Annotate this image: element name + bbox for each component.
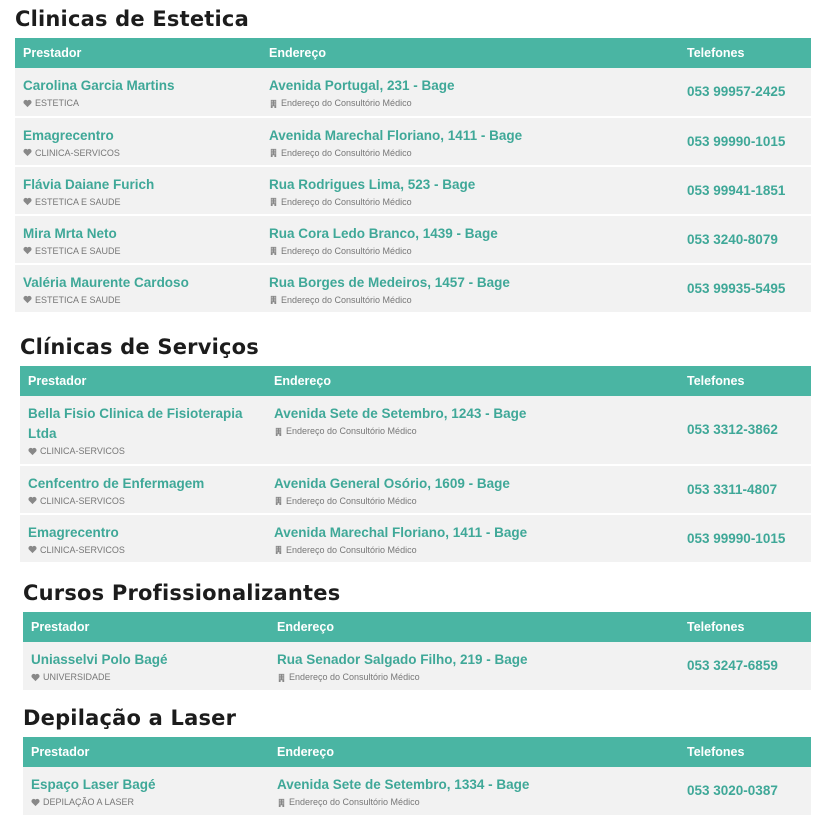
provider-table [20, 366, 811, 564]
building-icon [274, 545, 283, 554]
heart-icon [23, 197, 32, 206]
table-header [15, 38, 811, 68]
address-subtitle [277, 672, 671, 682]
address-subtitle-text: Endereço do Consultório Médico [286, 426, 417, 436]
provider-table [23, 737, 811, 817]
table-row [20, 465, 811, 514]
provider-category [31, 797, 261, 807]
provider-category [23, 246, 253, 256]
header-address: Endereço [269, 46, 326, 60]
provider-name-link[interactable]: Emagrecentro [28, 524, 119, 540]
address-subtitle [269, 295, 671, 305]
section-clinicas-estetica [15, 4, 811, 314]
category-label: ESTETICA E SAUDE [35, 294, 121, 305]
provider-name-link[interactable]: Uniasselvi Polo Bagé [31, 652, 168, 667]
address-link[interactable]: Avenida Sete de Setembro, 1243 - Bage [274, 406, 527, 421]
heart-icon [23, 148, 32, 157]
header-address: Endereço [277, 620, 334, 634]
address-subtitle-text: Endereço do Consultório Médico [281, 245, 412, 256]
provider-name-link[interactable]: Carolina Garcia Martins [23, 78, 175, 93]
provider-name-link[interactable]: Emagrecentro [23, 127, 114, 143]
header-phones: Telefones [687, 46, 745, 60]
heart-icon [31, 798, 40, 807]
provider-name-link[interactable]: Espaço Laser Bagé [31, 777, 156, 792]
header-phones: Telefones [687, 620, 745, 634]
category-label: CLINICA-SERVICOS [40, 544, 125, 555]
heart-icon [28, 545, 37, 554]
header-address: Endereço [274, 374, 331, 388]
address-link[interactable]: Rua Cora Ledo Branco, 1439 - Bage [269, 225, 498, 241]
heart-icon [23, 295, 32, 304]
heart-icon [31, 673, 40, 682]
category-label: UNIVERSIDADE [43, 672, 111, 682]
address-link[interactable]: Rua Borges de Medeiros, 1457 - Bage [269, 274, 510, 290]
table-row [20, 396, 811, 465]
provider-name-link[interactable]: Bella Fisio Clinica de Fisioterapia Ltda [28, 406, 243, 441]
address-link[interactable]: Avenida General Osório, 1609 - Bage [274, 475, 510, 491]
category-label: DEPILAÇÃO A LASER [43, 797, 135, 807]
building-icon [274, 427, 283, 436]
provider-category [23, 98, 253, 108]
address-subtitle-text: Endereço do Consultório Médico [289, 797, 420, 807]
provider-category [23, 197, 253, 207]
section-title: Cursos Profissionalizantes [23, 581, 341, 605]
building-icon [269, 197, 278, 206]
section-depilacao-laser [23, 703, 811, 817]
address-link[interactable]: Avenida Sete de Setembro, 1334 - Bage [277, 777, 530, 792]
address-subtitle-text: Endereço do Consultório Médico [286, 544, 417, 555]
address-link[interactable]: Rua Rodrigues Lima, 523 - Bage [269, 176, 476, 192]
building-icon [277, 798, 286, 807]
heart-icon [28, 447, 37, 456]
header-provider: Prestador [28, 374, 87, 388]
table-row [15, 166, 811, 215]
phone-link[interactable]: 053 3240-8079 [687, 231, 778, 247]
address-link[interactable]: Avenida Marechal Floriano, 1411 - Bage [269, 127, 523, 143]
address-subtitle [269, 197, 671, 207]
building-icon [277, 673, 286, 682]
address-subtitle [269, 148, 671, 158]
header-phones: Telefones [687, 374, 745, 388]
address-link[interactable]: Rua Senador Salgado Filho, 219 - Bage [277, 652, 528, 667]
header-phones: Telefones [687, 745, 745, 759]
phone-link[interactable]: 053 99990-1015 [687, 133, 786, 149]
building-icon [269, 148, 278, 157]
provider-category [23, 148, 253, 158]
section-title: Depilação a Laser [23, 706, 237, 730]
category-label: CLINICA-SERVICOS [40, 495, 125, 506]
address-subtitle-text: Endereço do Consultório Médico [281, 98, 412, 108]
phone-link[interactable]: 053 3247-6859 [687, 658, 778, 673]
address-subtitle-text: Endereço do Consultório Médico [286, 495, 417, 506]
table-row [15, 264, 811, 313]
provider-category [23, 295, 253, 305]
address-subtitle-text: Endereço do Consultório Médico [281, 196, 412, 207]
address-link[interactable]: Avenida Marechal Floriano, 1411 - Bage [274, 524, 528, 540]
provider-name-link[interactable]: Flávia Daiane Furich [23, 176, 155, 192]
heart-icon [28, 496, 37, 505]
address-subtitle [269, 98, 671, 108]
phone-link[interactable]: 053 3312-3862 [687, 422, 778, 437]
table-row [23, 642, 811, 691]
provider-table [23, 612, 811, 692]
provider-category [31, 672, 261, 682]
address-subtitle [277, 797, 671, 807]
address-subtitle-text: Endereço do Consultório Médico [289, 672, 420, 682]
provider-category [28, 496, 258, 506]
heart-icon [23, 246, 32, 255]
phone-link[interactable]: 053 99957-2425 [687, 84, 786, 99]
section-title: Clínicas de Serviços [20, 335, 259, 359]
table-row [15, 117, 811, 166]
provider-name-link[interactable]: Valéria Maurente Cardoso [23, 274, 189, 290]
table-row [15, 68, 811, 117]
category-label: CLINICA-SERVICOS [35, 147, 120, 158]
header-provider: Prestador [31, 620, 90, 634]
section-title: Clinicas de Estetica [15, 7, 249, 31]
address-subtitle [274, 545, 671, 555]
phone-link[interactable]: 053 99990-1015 [687, 530, 786, 546]
category-label: CLINICA-SERVICOS [40, 446, 125, 456]
phone-link[interactable]: 053 3311-4807 [687, 481, 778, 497]
table-row [20, 514, 811, 563]
provider-table [15, 38, 811, 314]
header-address: Endereço [277, 745, 334, 759]
building-icon [269, 246, 278, 255]
section-clinicas-servicos [20, 332, 811, 564]
table-row [15, 215, 811, 264]
building-icon [269, 295, 278, 304]
building-icon [269, 99, 278, 108]
address-subtitle-text: Endereço do Consultório Médico [281, 147, 412, 158]
address-link[interactable]: Avenida Portugal, 231 - Bage [269, 78, 455, 93]
provider-category [28, 446, 258, 456]
header-provider: Prestador [23, 46, 82, 60]
table-header [23, 612, 811, 642]
address-subtitle [274, 426, 671, 436]
provider-name-link[interactable]: Cenfcentro de Enfermagem [28, 475, 205, 491]
heart-icon [23, 99, 32, 108]
address-subtitle-text: Endereço do Consultório Médico [281, 294, 412, 305]
phone-link[interactable]: 053 99935-5495 [687, 280, 786, 296]
table-row [23, 767, 811, 816]
phone-link[interactable]: 053 3020-0387 [687, 783, 778, 798]
category-label: ESTETICA [35, 98, 80, 108]
category-label: ESTETICA E SAUDE [35, 196, 121, 207]
provider-category [28, 545, 258, 555]
address-subtitle [269, 246, 671, 256]
table-header [20, 366, 811, 396]
provider-name-link[interactable]: Mira Mrta Neto [23, 225, 117, 241]
table-header [23, 737, 811, 767]
section-cursos-profissionalizantes [23, 578, 811, 692]
address-subtitle [274, 496, 671, 506]
phone-link[interactable]: 053 99941-1851 [687, 182, 786, 198]
building-icon [274, 496, 283, 505]
header-provider: Prestador [31, 745, 90, 759]
category-label: ESTETICA E SAUDE [35, 245, 121, 256]
